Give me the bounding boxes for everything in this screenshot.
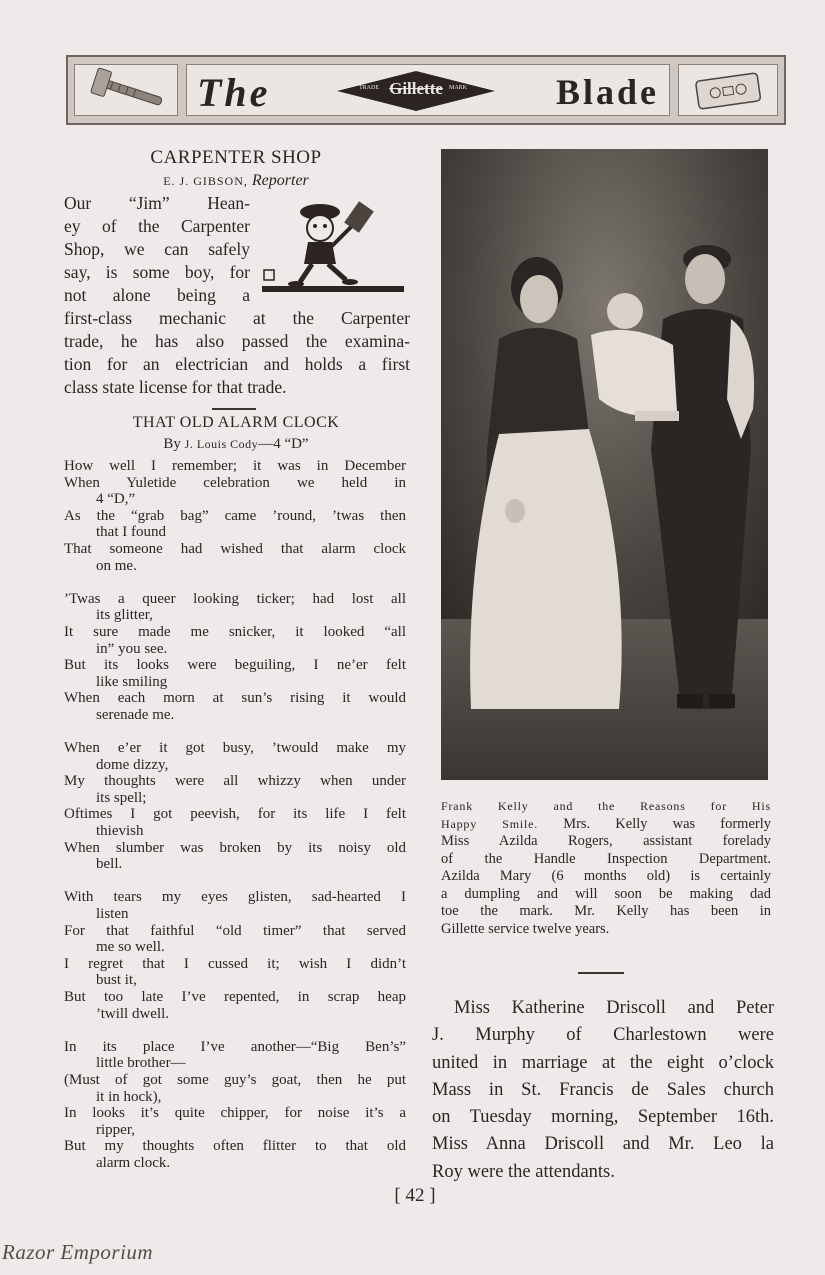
reporter-byline xyxy=(64,172,408,190)
gillette-brand-text: Gillette xyxy=(389,79,443,98)
caption-smallcaps: Happy Smile. xyxy=(441,816,539,831)
reporter-role: Reporter xyxy=(251,172,309,189)
caption-line: of the Handle Inspection Department. xyxy=(441,850,771,867)
poem-line: Oftimes I got peevish, for its life I felt xyxy=(64,806,406,823)
poem-line: But its looks were beguiling, I ne’er felt xyxy=(64,657,406,674)
poem-line-continuation: its glitter, xyxy=(96,607,153,624)
article-line: Our “Jim” Hean- xyxy=(64,193,250,213)
article-line: first-class mechanic at the Carpenter xyxy=(64,308,410,328)
poem-line: My thoughts were all whizzy when under xyxy=(64,773,406,790)
poem-line: When each morn at sun’s rising it would xyxy=(64,690,406,707)
poem-line: But my thoughts often flitter to that old xyxy=(64,1138,406,1155)
poem-stanza xyxy=(64,1039,406,1172)
poem-line-continuation: bell. xyxy=(96,856,123,873)
poem-line-continuation: ’twill dwell. xyxy=(96,1005,170,1022)
caption-line: Gillette service twelve years. xyxy=(441,920,610,937)
wedding-line: Roy were the attendants. xyxy=(432,1161,615,1182)
carpenter-cartoon-illustration xyxy=(262,198,404,298)
poem-line: When slumber was broken by its noisy old xyxy=(64,839,406,856)
poem-line-continuation: ripper, xyxy=(96,1121,135,1138)
byline-by: By xyxy=(163,436,181,452)
section-divider xyxy=(212,408,256,410)
wedding-line: Mass in St. Francis de Sales church xyxy=(432,1079,774,1100)
trade-label: TRADE xyxy=(359,85,379,91)
poem-author: J. Louis Cody xyxy=(184,437,259,451)
poem-line: For that faithful “old timer” that served xyxy=(64,922,406,939)
article-line: not alone being a xyxy=(64,285,250,305)
article-line: say, is some boy, for xyxy=(64,262,250,282)
masthead-banner xyxy=(66,55,786,125)
poem-byline xyxy=(64,436,408,453)
wedding-line: on Tuesday morning, September 16th. xyxy=(432,1107,774,1128)
carpenter-shop-heading: CARPENTER SHOP xyxy=(150,147,322,168)
reporter-name: E. J. GIBSON, xyxy=(163,174,248,188)
family-photograph xyxy=(441,149,768,780)
poem-line-continuation: bust it, xyxy=(96,972,137,989)
poem-line: When e’er it got busy, ’twould make my xyxy=(64,740,406,757)
caption-line: Azilda Mary (6 months old) is certainly xyxy=(441,868,771,884)
poem-line: As the “grab bag” came ’round, ’twas then xyxy=(64,507,406,524)
article-line: tion for an electrician and holds a first xyxy=(64,354,410,374)
poem-line-continuation: me so well. xyxy=(96,939,165,956)
wedding-line: Miss Anna Driscoll and Mr. Leo la xyxy=(432,1134,774,1155)
caption-line: a dumpling and will soon be making dad xyxy=(441,885,771,902)
poem-line-continuation: 4 “D,” xyxy=(96,491,136,508)
poem-stanza xyxy=(64,458,406,574)
poem-line: It sure made me snicker, it looked “all xyxy=(64,623,406,640)
poem-line-continuation: its spell; xyxy=(96,789,147,806)
poem-line: That someone had wished that alarm clock xyxy=(64,540,406,557)
poem-line: With tears my eyes glisten, sad-hearted I xyxy=(64,889,406,906)
page-number: [ 42 ] xyxy=(394,1185,436,1206)
poem-line: When Yuletide celebration we held in xyxy=(64,474,406,491)
poem-title: THAT OLD ALARM CLOCK xyxy=(132,414,340,431)
poem-line-continuation: like smiling xyxy=(96,673,168,690)
masthead-the: The xyxy=(197,70,271,115)
poem-line-continuation: it in hock), xyxy=(96,1088,162,1105)
article-line: ey of the Carpenter xyxy=(64,216,250,236)
masthead-title-panel xyxy=(186,64,670,116)
poem-line-continuation: in” you see. xyxy=(96,640,168,657)
caption-line: toe the mark. Mr. Kelly has been in xyxy=(441,903,771,919)
wedding-line: united in marriage at the eight o’clock xyxy=(432,1052,774,1073)
poem-line-continuation: dome dizzy, xyxy=(96,756,169,773)
poem-line-continuation: that I found xyxy=(96,524,166,541)
poem-line-continuation: listen xyxy=(96,906,129,923)
photo-caption xyxy=(441,798,771,938)
wedding-line: J. Murphy of Charlestown were xyxy=(432,1025,774,1046)
poem-line-continuation: little brother— xyxy=(96,1055,186,1072)
poem-line: In its place I’ve another—“Big Ben’s” xyxy=(64,1038,406,1055)
caption-line: Miss Azilda Rogers, assistant forelady xyxy=(441,833,771,849)
caption-text: Mrs. Kelly was formerly xyxy=(563,815,771,832)
watermark: Razor Emporium xyxy=(2,1240,154,1264)
article-line: Shop, we can safely xyxy=(64,239,250,259)
poem-line-continuation: on me. xyxy=(96,557,137,574)
masthead-blade: Blade xyxy=(555,72,659,112)
caption-line: Frank Kelly and the Reasons for His xyxy=(441,799,771,813)
poem-body xyxy=(64,458,406,1188)
poem-line-continuation: serenade me. xyxy=(96,706,175,723)
poem-stanza xyxy=(64,591,406,724)
poem-author-suffix: —4 “D” xyxy=(258,436,309,452)
razor-illustration xyxy=(74,64,178,116)
caption-line xyxy=(441,816,771,834)
mark-label: MARK xyxy=(449,85,468,91)
poem-line-continuation: alarm clock. xyxy=(96,1154,171,1171)
poem-stanza xyxy=(64,740,406,873)
poem-line: (Must of got some guy’s goat, then he put xyxy=(64,1071,406,1088)
poem-stanza xyxy=(64,889,406,1022)
poem-line: In looks it’s quite chipper, for noise it’s a xyxy=(64,1105,406,1122)
poem-line: How well I remember; it was in December xyxy=(64,458,406,474)
wedding-line: Miss Katherine Driscoll and Peter xyxy=(454,998,774,1018)
poem-line: I regret that I cussed it; wish I didn’t xyxy=(64,955,406,972)
wedding-announcement xyxy=(432,995,774,1186)
article-line: class state license for that trade. xyxy=(64,377,287,397)
poem-line: ’Twas a queer looking ticker; had lost all xyxy=(64,590,406,607)
poem-line-continuation: thievish xyxy=(96,823,144,840)
article-line: trade, he has also passed the examina- xyxy=(64,331,410,351)
blade-illustration xyxy=(678,64,778,116)
poem-line: But too late I’ve repented, in scrap heap xyxy=(64,989,406,1005)
section-divider xyxy=(578,972,624,974)
